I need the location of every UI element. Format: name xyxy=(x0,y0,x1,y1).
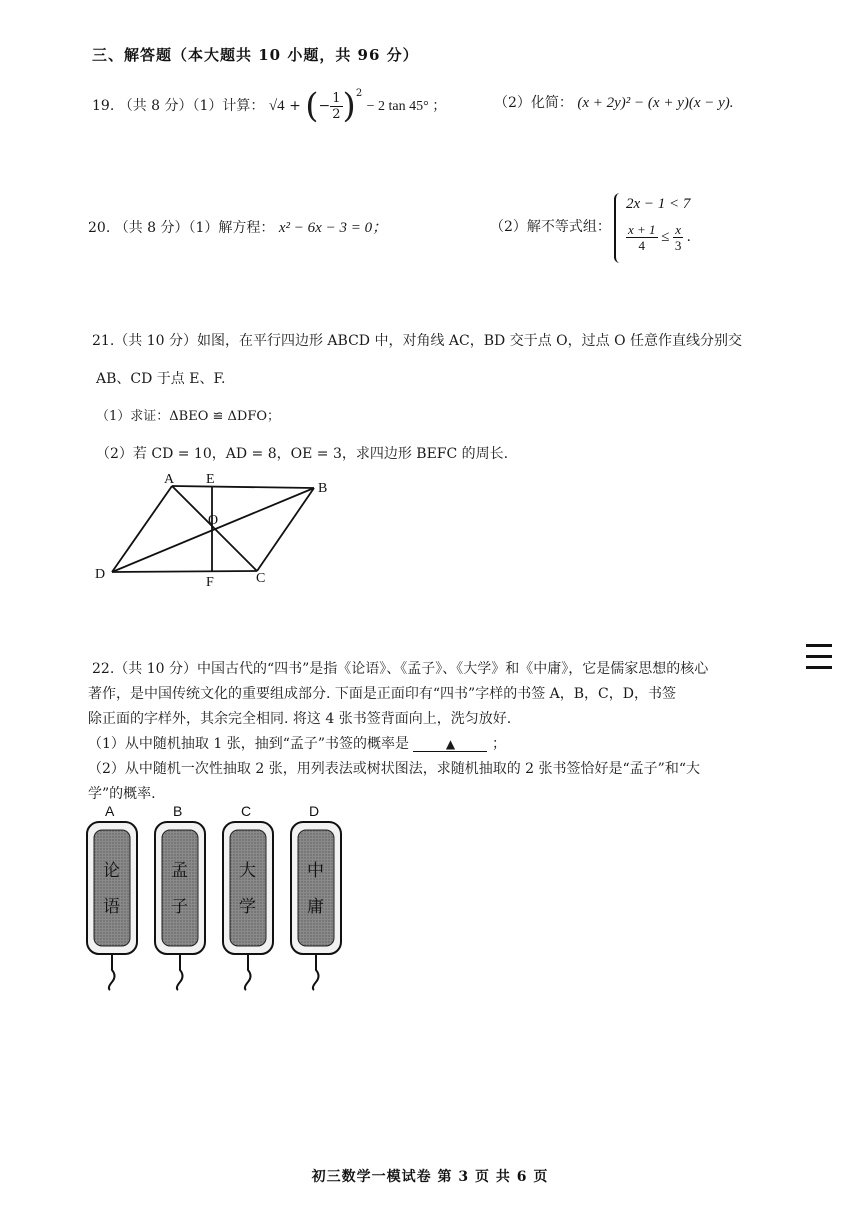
q19-fraction xyxy=(330,91,342,122)
q20-points: （共 8 分）（1）解方程： xyxy=(114,220,275,236)
q21-part1: （1）求证：ΔBEO ≌ ΔDFO； xyxy=(96,409,281,424)
card-char-2: 语 xyxy=(103,897,120,917)
bookmark-card-a xyxy=(87,803,137,990)
card-char-2: 学 xyxy=(239,897,256,917)
card-char-2: 子 xyxy=(171,897,188,917)
q19-part1: 19. （共 8 分）（1）计算： √4 + (− $\frac{1}{2}$ )$^2$ − 2 tan 45° ； xyxy=(92,86,447,126)
label-e: E xyxy=(206,472,215,487)
q19-part2 xyxy=(494,92,734,112)
q20-number: 20. xyxy=(88,220,111,236)
q22-part1-prefix: （1）从中随机抽取 1 张，抽到“孟子”书签的概率是 xyxy=(88,736,410,752)
q22-line2: 著作，是中国传统文化的重要组成部分. 下面是正面印有“四书”字样的书签 A，B，C，D，书签 xyxy=(88,686,676,702)
parallelogram-figure xyxy=(90,470,330,590)
q19-points: （共 8 分）（1）计算： xyxy=(118,98,265,114)
q20-ineq2-rnum: x xyxy=(675,222,682,237)
q20-ineq2-num: x + 1 xyxy=(628,222,656,237)
q21-line1: 21.（共 10 分）如图，在平行四边形 ABCD 中，对角线 AC，BD 交于点 O，过点 O 任意作直线分别交 xyxy=(92,333,743,349)
q20-ineq2-mid: ≤ xyxy=(661,228,670,245)
system-brace xyxy=(614,193,626,263)
card-char-2: 庸 xyxy=(307,897,324,917)
label-a: A xyxy=(164,472,175,487)
q19-sqrt4: √4 xyxy=(268,98,285,114)
q19-part2-expr: (x + 2y)² − (x + y)(x − y). xyxy=(577,95,734,111)
q20-part2-label: （2）解不等式组： xyxy=(490,219,611,235)
card-letter: C xyxy=(241,803,252,819)
label-o: O xyxy=(208,513,219,528)
bookmark-cards xyxy=(80,800,350,995)
q21-part2: （2）若 CD = 10，AD = 8，OE = 3，求四边形 BEFC 的周长. xyxy=(96,446,509,462)
q19-exp: 2 xyxy=(355,88,363,99)
card-letter: A xyxy=(105,803,115,819)
answer-blank: ▲ xyxy=(413,737,487,752)
q22-part1-suffix: ； xyxy=(491,736,506,752)
card-letter: B xyxy=(173,803,183,819)
q20-ineq2-rden: 3 xyxy=(674,238,682,253)
q21-line2: AB、CD 于点 E、F. xyxy=(96,371,226,387)
side-ab xyxy=(172,486,314,488)
page-footer: 初三数学一模试卷 第 3 页 共 6 页 xyxy=(311,1169,549,1185)
card-char-1: 大 xyxy=(239,861,256,881)
label-f: F xyxy=(206,575,214,590)
q19-neg: − xyxy=(318,98,331,114)
q20-ineq1: 2x − 1 < 7 xyxy=(626,196,691,212)
bookmark-card-b xyxy=(155,803,205,990)
card-letter: D xyxy=(309,803,320,819)
q22-part2-line1: （2）从中随机一次性抽取 2 张，用列表法或树状图法，求随机抽取的 2 张书签恰好是“孟子”和“大 xyxy=(88,761,700,777)
q20-ineq2-den: 4 xyxy=(638,238,646,253)
q19-tail: − 2 tan 45° ； xyxy=(366,99,447,114)
q22-part1 xyxy=(88,733,506,753)
q20-ineq2 xyxy=(626,222,691,253)
q19-number: 19. xyxy=(92,98,115,114)
q22-line1: 22.（共 10 分）中国古代的“四书”是指《论语》、《孟子》、《大学》和《中庸》，它是儒家思想的核心 xyxy=(92,661,709,677)
label-d: D xyxy=(95,567,106,582)
menu-icon[interactable] xyxy=(806,644,832,668)
q19-frac-den: 2 xyxy=(332,106,341,122)
q19-frac-num: 1 xyxy=(332,90,341,106)
card-char-1: 中 xyxy=(307,861,324,881)
q20-equation: x² − 6x − 3 = 0； xyxy=(278,220,388,236)
bookmark-card-c xyxy=(223,803,273,990)
q22-line3: 除正面的字样外，其余完全相同. 将这 4 张书签背面向上，洗匀放好. xyxy=(88,711,512,727)
label-c: C xyxy=(256,571,266,586)
q22-part2-line2: 学”的概率. xyxy=(88,786,156,802)
section-title: 三、解答题（本大题共 10 小题，共 96 分） xyxy=(92,46,419,64)
label-b: B xyxy=(318,481,328,496)
q20-part1 xyxy=(88,216,387,237)
q19-plus: + xyxy=(289,98,301,114)
card-char-1: 孟 xyxy=(171,861,188,881)
side-cd xyxy=(112,571,257,572)
card-char-1: 论 xyxy=(103,861,120,881)
bookmark-card-d xyxy=(291,803,341,990)
q20-ineq2-end: . xyxy=(686,228,691,245)
q19-part2-label: （2）化简： xyxy=(494,95,573,111)
